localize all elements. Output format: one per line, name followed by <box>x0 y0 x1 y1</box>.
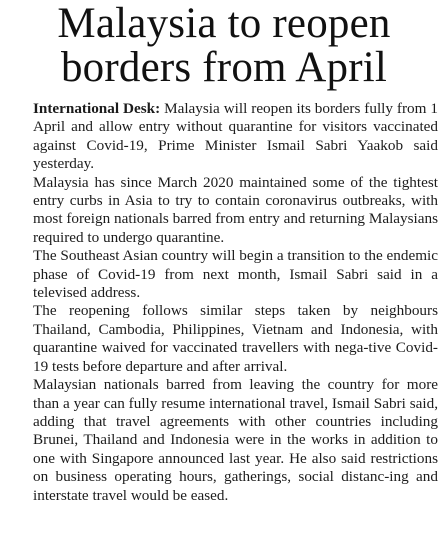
paragraph-1-text: Malaysia will reopen its borders fully from 1 April and allow entry without quarantine for visitors vaccinated against Covid-19, Prime Minister Ismail Sabri Yaakob said yesterday. <box>33 100 438 173</box>
paragraph-3: The Southeast Asian country will begin a transition to the endemic phase of Covid-19 from next month, Ismail Sabri said in a televised address. <box>33 247 438 302</box>
dateline: International Desk: <box>33 100 161 117</box>
headline-line-1: Malaysia to reopen <box>57 0 391 47</box>
paragraph-4: The reopening follows similar steps taken by neighbours Thailand, Cambodia, Philippines, Vietnam and Indonesia, with quarantine waived for vaccinated travellers with nega-tive Covid-19 tests before departure and after arrival. <box>33 302 438 375</box>
article-body <box>33 100 438 505</box>
paragraph-5: Malaysian nationals barred from leaving the country for more than a year can fully resume international travel, Ismail Sabri said, adding that travel agreements with other countries including Brunei, Thailand and Indonesia were in the works in addition to one with Singapore announced last year. He also said restrictions on business operating hours, gatherings, social distanc-ing and interstate travel would be eased. <box>33 376 438 504</box>
paragraph-1 <box>33 100 438 174</box>
paragraph-2: Malaysia has since March 2020 maintained some of the tightest entry curbs in Asia to try to contain coronavirus outbreaks, with most foreign nationals barred from entry and returning Malaysians required to undergo quarantine. <box>33 173 438 246</box>
headline <box>0 2 448 90</box>
headline-line-2: borders from April <box>60 44 388 91</box>
